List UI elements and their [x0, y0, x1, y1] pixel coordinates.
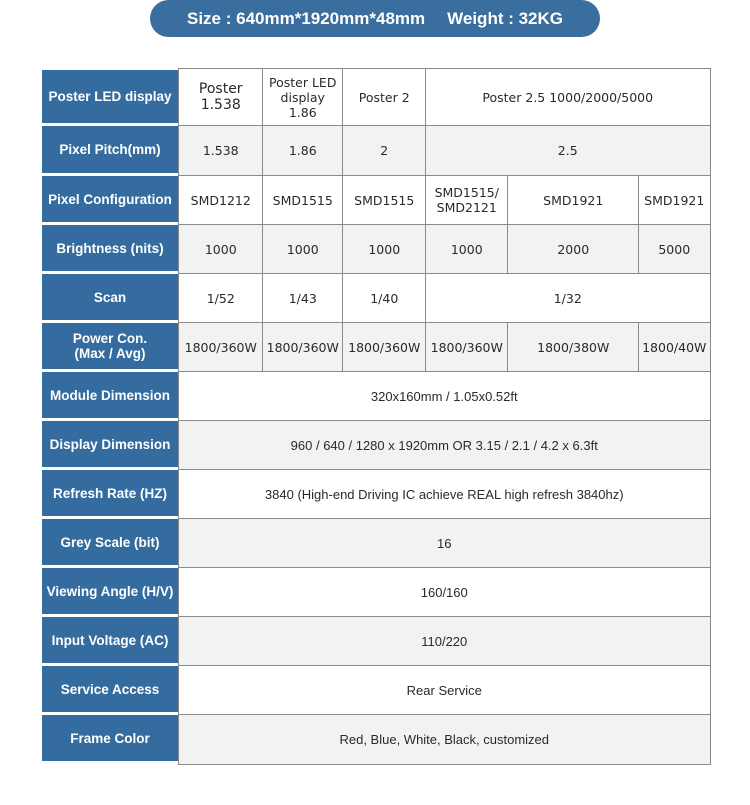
spec-cell: 1800/360W [342, 322, 427, 373]
spec-label: Power Con. (Max / Avg) [42, 323, 178, 369]
spec-cell: 16 [178, 518, 711, 569]
spec-label: Display Dimension [42, 421, 178, 467]
spec-cell: 1/52 [178, 273, 264, 324]
spec-label: Pixel Pitch(mm) [42, 126, 178, 173]
spec-cell: Red, Blue, White, Black, customized [178, 714, 711, 765]
spec-cell: SMD1212 [178, 175, 264, 226]
spec-cell: 1800/380W [507, 322, 640, 373]
spec-label: Pixel Configuration [42, 176, 178, 222]
size-weight-banner [150, 0, 600, 37]
spec-cell: 5000 [638, 224, 711, 275]
spec-cell: 960 / 640 / 1280 x 1920mm OR 3.15 / 2.1 / 4.2 x 6.3ft [178, 420, 711, 471]
spec-cell: 1800/40W [638, 322, 711, 373]
spec-cell: 1000 [262, 224, 344, 275]
spec-cell: 1000 [342, 224, 427, 275]
spec-cell: 1000 [178, 224, 264, 275]
spec-cell: 160/160 [178, 567, 711, 618]
spec-cell: 1/32 [425, 273, 711, 324]
spec-cell: Poster 2.5 1000/2000/5000 [425, 68, 711, 127]
spec-label: Frame Color [42, 715, 178, 761]
spec-cell: 1.538 [178, 125, 264, 177]
spec-label: Poster LED display [42, 70, 178, 123]
spec-cell: 320x160mm / 1.05x0.52ft [178, 371, 711, 422]
spec-cell: Poster 2 [342, 68, 427, 127]
size-text: Size : 640mm*1920mm*48mm [186, 8, 426, 28]
spec-cell: 2.5 [425, 125, 711, 177]
spec-label: Input Voltage (AC) [42, 617, 178, 663]
spec-cell: Rear Service [178, 665, 711, 716]
spec-label: Service Access [42, 666, 178, 712]
spec-cell: SMD1921 [638, 175, 711, 226]
spec-cell: 1.86 [262, 125, 344, 177]
weight-text: Weight : 32KG [447, 8, 564, 28]
spec-cell: 1/43 [262, 273, 344, 324]
spec-cell: SMD1921 [507, 175, 640, 226]
spec-cell: 2000 [507, 224, 640, 275]
spec-cell: 1/40 [342, 273, 427, 324]
spec-label: Brightness (nits) [42, 225, 178, 271]
spec-cell: SMD1515 [262, 175, 344, 226]
spec-cell: 3840 (High-end Driving IC achieve REAL high refresh 3840hz) [178, 469, 711, 520]
spec-cell: 2 [342, 125, 427, 177]
spec-cell: Poster 1.538 [178, 68, 264, 127]
spec-cell: 1800/360W [262, 322, 344, 373]
spec-cell: 1800/360W [178, 322, 264, 373]
spec-label: Scan [42, 274, 178, 320]
spec-label: Module Dimension [42, 372, 178, 418]
spec-label: Refresh Rate (HZ) [42, 470, 178, 516]
spec-label: Viewing Angle (H/V) [42, 568, 178, 614]
spec-label: Grey Scale (bit) [42, 519, 178, 565]
spec-cell: Poster LED display 1.86 [262, 68, 344, 127]
spec-cell: 1000 [425, 224, 509, 275]
spec-cell: SMD1515/ SMD2121 [425, 175, 509, 226]
spec-cell: 1800/360W [425, 322, 509, 373]
spec-cell: 110/220 [178, 616, 711, 667]
spec-table [178, 68, 709, 764]
spec-cell: SMD1515 [342, 175, 427, 226]
